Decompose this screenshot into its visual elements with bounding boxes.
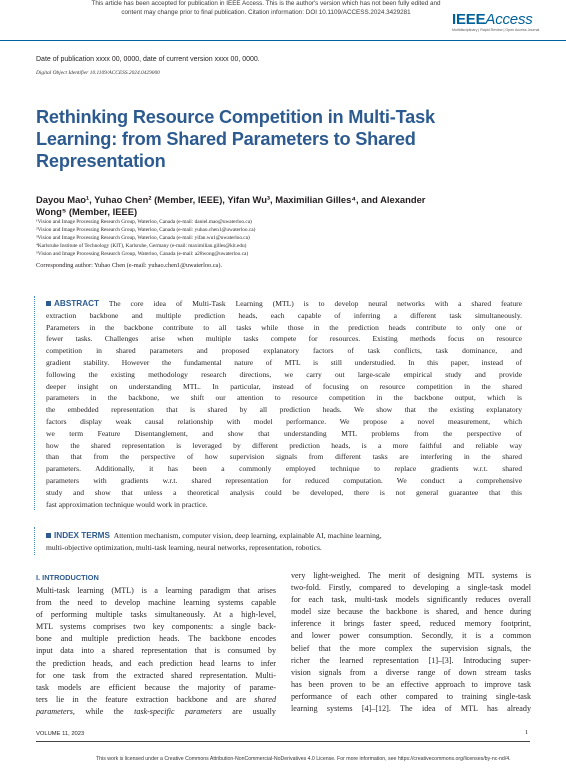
abstract <box>46 298 522 510</box>
affiliation: ³Vision and Image Processing Research Group, Waterloo, Canada (e-mail: yifan.wu1@uwaterloo.ca) <box>36 235 250 241</box>
abstract-line: we term Feature Disentanglement, and show that understanding MTL problems from the perspective of <box>46 428 522 438</box>
body-line <box>36 706 276 718</box>
body-line: from the need to develop machine learning systems capable <box>36 598 276 608</box>
doi: Digital Object Identifier 10.1109/ACCESS.2024.0429000 <box>36 70 160 76</box>
abstract-line: competition in shared parameters and proposed explanatory factors of task conflicts, task dominance, and <box>46 346 522 356</box>
section-heading: I. INTRODUCTION <box>36 573 99 582</box>
abstract-line: gradient stability. However the fundamental nature of MTL is still understudied. In this paper, instead of <box>46 357 522 367</box>
abstract-line: than that from the perspective of how supervision signals from different tasks are interfering in the shared <box>46 452 522 462</box>
header-divider <box>0 40 566 41</box>
top-notice-line1: This article has been accepted for publication in IEEE Access. This is the author's version which has not been fully edited and <box>91 0 441 7</box>
abstract-line: study and show that unless a theoretical analysis could be developed, there is not general guarantee that this <box>46 487 522 497</box>
body-line: for one task from the extracted shared representation. Multi- <box>36 670 276 680</box>
abstract-heading: ABSTRACT <box>54 299 100 308</box>
body-line <box>36 694 276 706</box>
journal-name-ieee: IEEE <box>452 11 486 28</box>
body-line: performance of each other compared to training single-task <box>291 691 531 701</box>
body-line: bone and multiple prediction heads. The backbone encodes <box>36 634 276 644</box>
top-notice <box>70 0 462 17</box>
index-terms-line: multi-objective optimization, multi-task learning, neural networks, representation, robotics. <box>46 542 322 552</box>
body-line: two-fold. Firstly, compared to developing a single-task model <box>291 583 531 593</box>
abstract-line: Parameters in the backbone contribute to all tasks while those in the prediction heads contribute to only one or <box>46 322 522 332</box>
journal-name-access: Access <box>485 11 533 28</box>
journal-logo <box>452 11 540 32</box>
body-line: very light-weighed. The merit of designing MTL systems is <box>291 571 531 580</box>
abstract-line: extraction backbone and multiple prediction heads, each capable of inferring a different task simultaneously. <box>46 310 522 320</box>
body-italic: parameters <box>36 706 73 716</box>
title-line: Representation <box>36 151 166 171</box>
abstract-line: deeper insight on understanding MTL. In particular, instead of focusing on resource competition in the shared <box>46 381 522 391</box>
title-line: Rethinking Resource Competition in Multi-Task <box>36 107 435 127</box>
body-line: Multi-task learning (MTL) is a learning paradigm that arises <box>36 586 276 595</box>
body-italic: shared <box>254 694 276 704</box>
abstract-line: the embedded representation that is shared by all prediction heads. We show that the existing explanatory <box>46 405 522 415</box>
index-terms-line: Attention mechanism, computer vision, deep learning, explainable AI, machine learning, <box>113 531 382 540</box>
body-line: model size because the backbone is shared, and hence during <box>291 607 531 617</box>
square-bullet-icon <box>46 533 51 538</box>
body-column-left <box>36 585 276 718</box>
authors-line: Dayou Mao¹, Yuhao Chen² (Member, IEEE), Yifan Wu³, Maximilian Gilles⁴, and Alexander <box>36 194 426 205</box>
body-italic: task-specific parameters <box>134 706 222 716</box>
footer-volume: VOLUME 11, 2023 <box>36 731 85 737</box>
top-notice-line2: content may change prior to final publication. Citation information: DOI 10.1109/ACCESS.2024.3429281 <box>121 8 411 16</box>
license-notice: This work is licensed under a Creative Commons Attribution-NonCommercial-NoDerivatives 4.0 License. For more information, see https://creativecommons.org/licenses/by-nc-nd/4. <box>96 756 511 762</box>
affiliation: ²Vision and Image Processing Research Group, Waterloo, Canada (e-mail: yuhao.chen1@uwaterloo.ca) <box>36 227 256 233</box>
affiliation: ⁴Karlsruhe Institute of Technology (KIT), Karlsruhe, Germany (e-mail: maximilian.gilles@kit.edu) <box>36 243 247 249</box>
corresponding-author: Corresponding author: Yuhao Chen (e-mail: yuhao.chen1@uwaterloo.ca). <box>36 262 223 269</box>
affiliation: ¹Vision and Image Processing Research Group, Waterloo, Canada (e-mail: daniel.mao@uwaterloo.ca) <box>36 219 252 225</box>
affiliations <box>36 218 255 258</box>
body-line: belief that the more complex the supervision signals, the <box>291 643 531 653</box>
body-line: MTL systems comprises two key components: a single back- <box>36 622 276 632</box>
abstract-line: The core idea of Multi-Task Learning (MTL) is to develop neural networks with a shared feature <box>108 299 522 308</box>
publication-date: Date of publication xxxx 00, 0000, date of current version xxxx 00, 0000. <box>36 56 260 63</box>
body-line: and lower power consumption. Secondly, it is a common <box>291 631 531 641</box>
abstract-line: fast approximation technique would work in practice. <box>46 499 208 509</box>
body-line: learning systems [4]–[12]. The idea of MTL has already <box>291 704 531 714</box>
body-line: for each task, multi-task models significantly reduces overall <box>291 595 531 605</box>
body-line: vision signals from a diverse range of down stream tasks <box>291 667 531 677</box>
square-bullet-icon <box>46 301 51 306</box>
body-line: inference it brings faster speed, reduced memory footprint, <box>291 619 531 629</box>
journal-name <box>452 11 536 28</box>
abstract-line: factors display weak causal relationship with model performance. We propose a novel measurement, which <box>46 416 522 426</box>
body-line: input data into a shared representation that is consumed by <box>36 646 276 656</box>
index-terms-first-line <box>46 530 522 542</box>
abstract-line: how the shared representation is leveraged by different prediction heads, is a more faithful and reliable way <box>46 440 522 450</box>
paper-title <box>36 106 506 172</box>
abstract-first-line <box>46 298 522 310</box>
footer-divider <box>36 741 530 742</box>
abstract-line: fewer tasks. Challenges arise when multiple tasks compete for resources. Existing methods focus on resource <box>46 334 522 344</box>
index-terms <box>46 530 522 554</box>
body-line: richer the learned representation [1]–[3]. Introducing super- <box>291 655 531 665</box>
abstract-line: following the existing methodology research directions, we carry out large-scale empirical study and provide <box>46 369 522 379</box>
index-terms-heading: INDEX TERMS <box>54 531 110 540</box>
affiliation: ⁵Vision and Image Processing Research Group, Waterloo, Canada (e-mail: a28wong@uwaterloo.ca) <box>36 251 249 257</box>
author-list <box>36 194 526 218</box>
abstract-line: parameters. Additionally, it has been a commonly employed technique to replace gradients w.r.t. shared <box>46 464 522 474</box>
body-text: , while the <box>72 706 124 716</box>
body-text: are usually <box>232 706 276 716</box>
body-column-right <box>291 570 531 715</box>
authors-line: Wong⁵ (Member, IEEE) <box>36 206 138 217</box>
abstract-line: parameters with gradients w.r.t. shared representation for reduced computation. We conduct a comprehensive <box>46 475 522 485</box>
body-line: the prediction heads, and each prediction head learns to infer <box>36 658 276 668</box>
body-line: of performing multiple tasks simultaneously. At a high-level, <box>36 610 276 620</box>
body-text: ters lie in the feature extraction backbone and are <box>36 694 246 704</box>
body-line: task models are efficient because the majority of parame- <box>36 682 276 692</box>
page-number: 1 <box>525 729 529 736</box>
abstract-line: parameters in the backbone, we shift our attention to resource competition in the backbone output, which is <box>46 393 522 403</box>
title-line: Learning: from Shared Parameters to Shared <box>36 129 416 149</box>
body-line: has been proven to be an effective approach to improve task <box>291 679 531 689</box>
journal-tagline: Multidisciplinary | Rapid Review | Open Access Journal <box>452 28 540 32</box>
